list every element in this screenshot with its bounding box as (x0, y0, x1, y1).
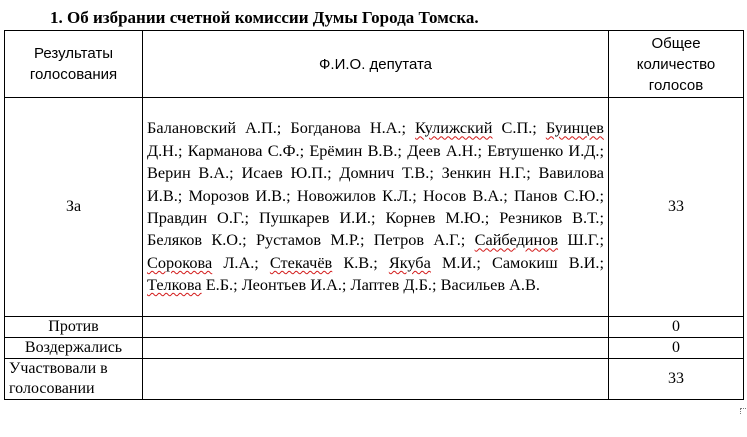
deputy-name-token: Ш.Г.; (567, 230, 604, 250)
row-participated-count: 33 (609, 359, 744, 400)
deputy-name-token: Новожилов К.Л.; (296, 185, 417, 205)
row-participated-deputies (143, 359, 609, 400)
row-za-deputies (143, 98, 609, 317)
deputy-name-token: С.П.; (501, 118, 537, 138)
deputy-name-token: Зенкин Н.Г.; (441, 163, 531, 183)
row-abstained-label: Воздержались (5, 338, 143, 359)
deputy-name-token: Резников В.Т.; (499, 208, 605, 227)
deputy-name-token: Сорокова (147, 252, 213, 272)
deputy-name-token: Самокиш В.И.; (491, 252, 605, 272)
deputy-name-token: Д.Н.; (147, 140, 183, 160)
deputy-name-token: Телкова (147, 275, 202, 295)
deputy-name-token: К.В.; (343, 252, 378, 272)
document-heading: 1. Об избрании счетной комиссии Думы Города Томска. (50, 8, 479, 27)
deputy-name-token: Панов С.Ю.; (513, 185, 604, 205)
header-result: Результаты голосования (5, 31, 143, 98)
deputy-name-token: Исаев Ю.П.; (241, 163, 332, 183)
deputy-name-token: Вавилова И.В.; (147, 163, 604, 205)
row-participated-label: Участвовали в голосовании (5, 359, 143, 400)
deputy-name-token: Якуба (388, 252, 431, 272)
row-abstained-count: 0 (609, 338, 744, 359)
deputy-name-token: Карманова С.Ф.; (187, 140, 305, 160)
deputy-name-token: Богданова Н.А.; (290, 118, 406, 138)
deputy-name-token: Васильев А.В. (440, 275, 540, 295)
deputy-name-token: Е.Б.; (205, 275, 238, 295)
deputy-name-token: Морозов И.В.; (188, 185, 291, 205)
deputy-name-token: Корнев М.Ю.; (385, 208, 490, 227)
row-against-count: 0 (609, 317, 744, 338)
voting-results-table (4, 30, 744, 400)
deputy-name-token: Стекачёв (269, 252, 333, 272)
deputy-name-token: Домнич Т.В.; (339, 163, 434, 183)
deputy-name-token: Носов В.А.; (422, 185, 508, 205)
deputy-name-token: Петров А.Г.; (373, 230, 466, 250)
table-row-abstained (5, 338, 744, 359)
deputy-name-token: Леонтьев И.А.; (241, 275, 347, 295)
header-total: Общее количество голосов (609, 31, 744, 98)
table-row-participated (5, 359, 744, 400)
row-za-label: За (5, 98, 143, 317)
deputy-name-token: Рустамов М.Р.; (255, 230, 365, 250)
table-row-za (5, 98, 744, 317)
row-za-count: 33 (609, 98, 744, 317)
header-deputies: Ф.И.О. депутата (143, 31, 609, 98)
deputy-name-token: Ерёмин В.В.; (309, 140, 402, 160)
deputy-name-token: Пушкарев И.И.; (259, 208, 376, 227)
deputy-name-token: Правдин О.Г.; (147, 208, 250, 227)
table-resize-handle[interactable] (740, 408, 746, 414)
deputy-name-token: Буинцев (545, 118, 604, 138)
table-header-row (5, 31, 744, 98)
row-abstained-deputies (143, 338, 609, 359)
deputy-name-token: М.И.; (441, 252, 481, 272)
row-against-deputies (143, 317, 609, 338)
deputy-name-token: Сайбединов (474, 230, 559, 250)
deputy-name-token: Деев А.Н.; (407, 140, 483, 160)
deputy-name-token: Евтушенко И.Д.; (487, 140, 604, 160)
row-against-label: Против (5, 317, 143, 338)
deputy-name-token: Верин В.А.; (147, 163, 234, 183)
table-row-against (5, 317, 744, 338)
deputy-name-token: Лаптев Д.Б.; (350, 275, 437, 295)
deputy-name-token: Кулижский (415, 118, 493, 138)
deputy-name-token: Беляков К.О.; (147, 230, 247, 250)
deputy-name-token: Балановский А.П.; (147, 118, 282, 138)
deputy-name-token: Л.А.; (223, 252, 259, 272)
